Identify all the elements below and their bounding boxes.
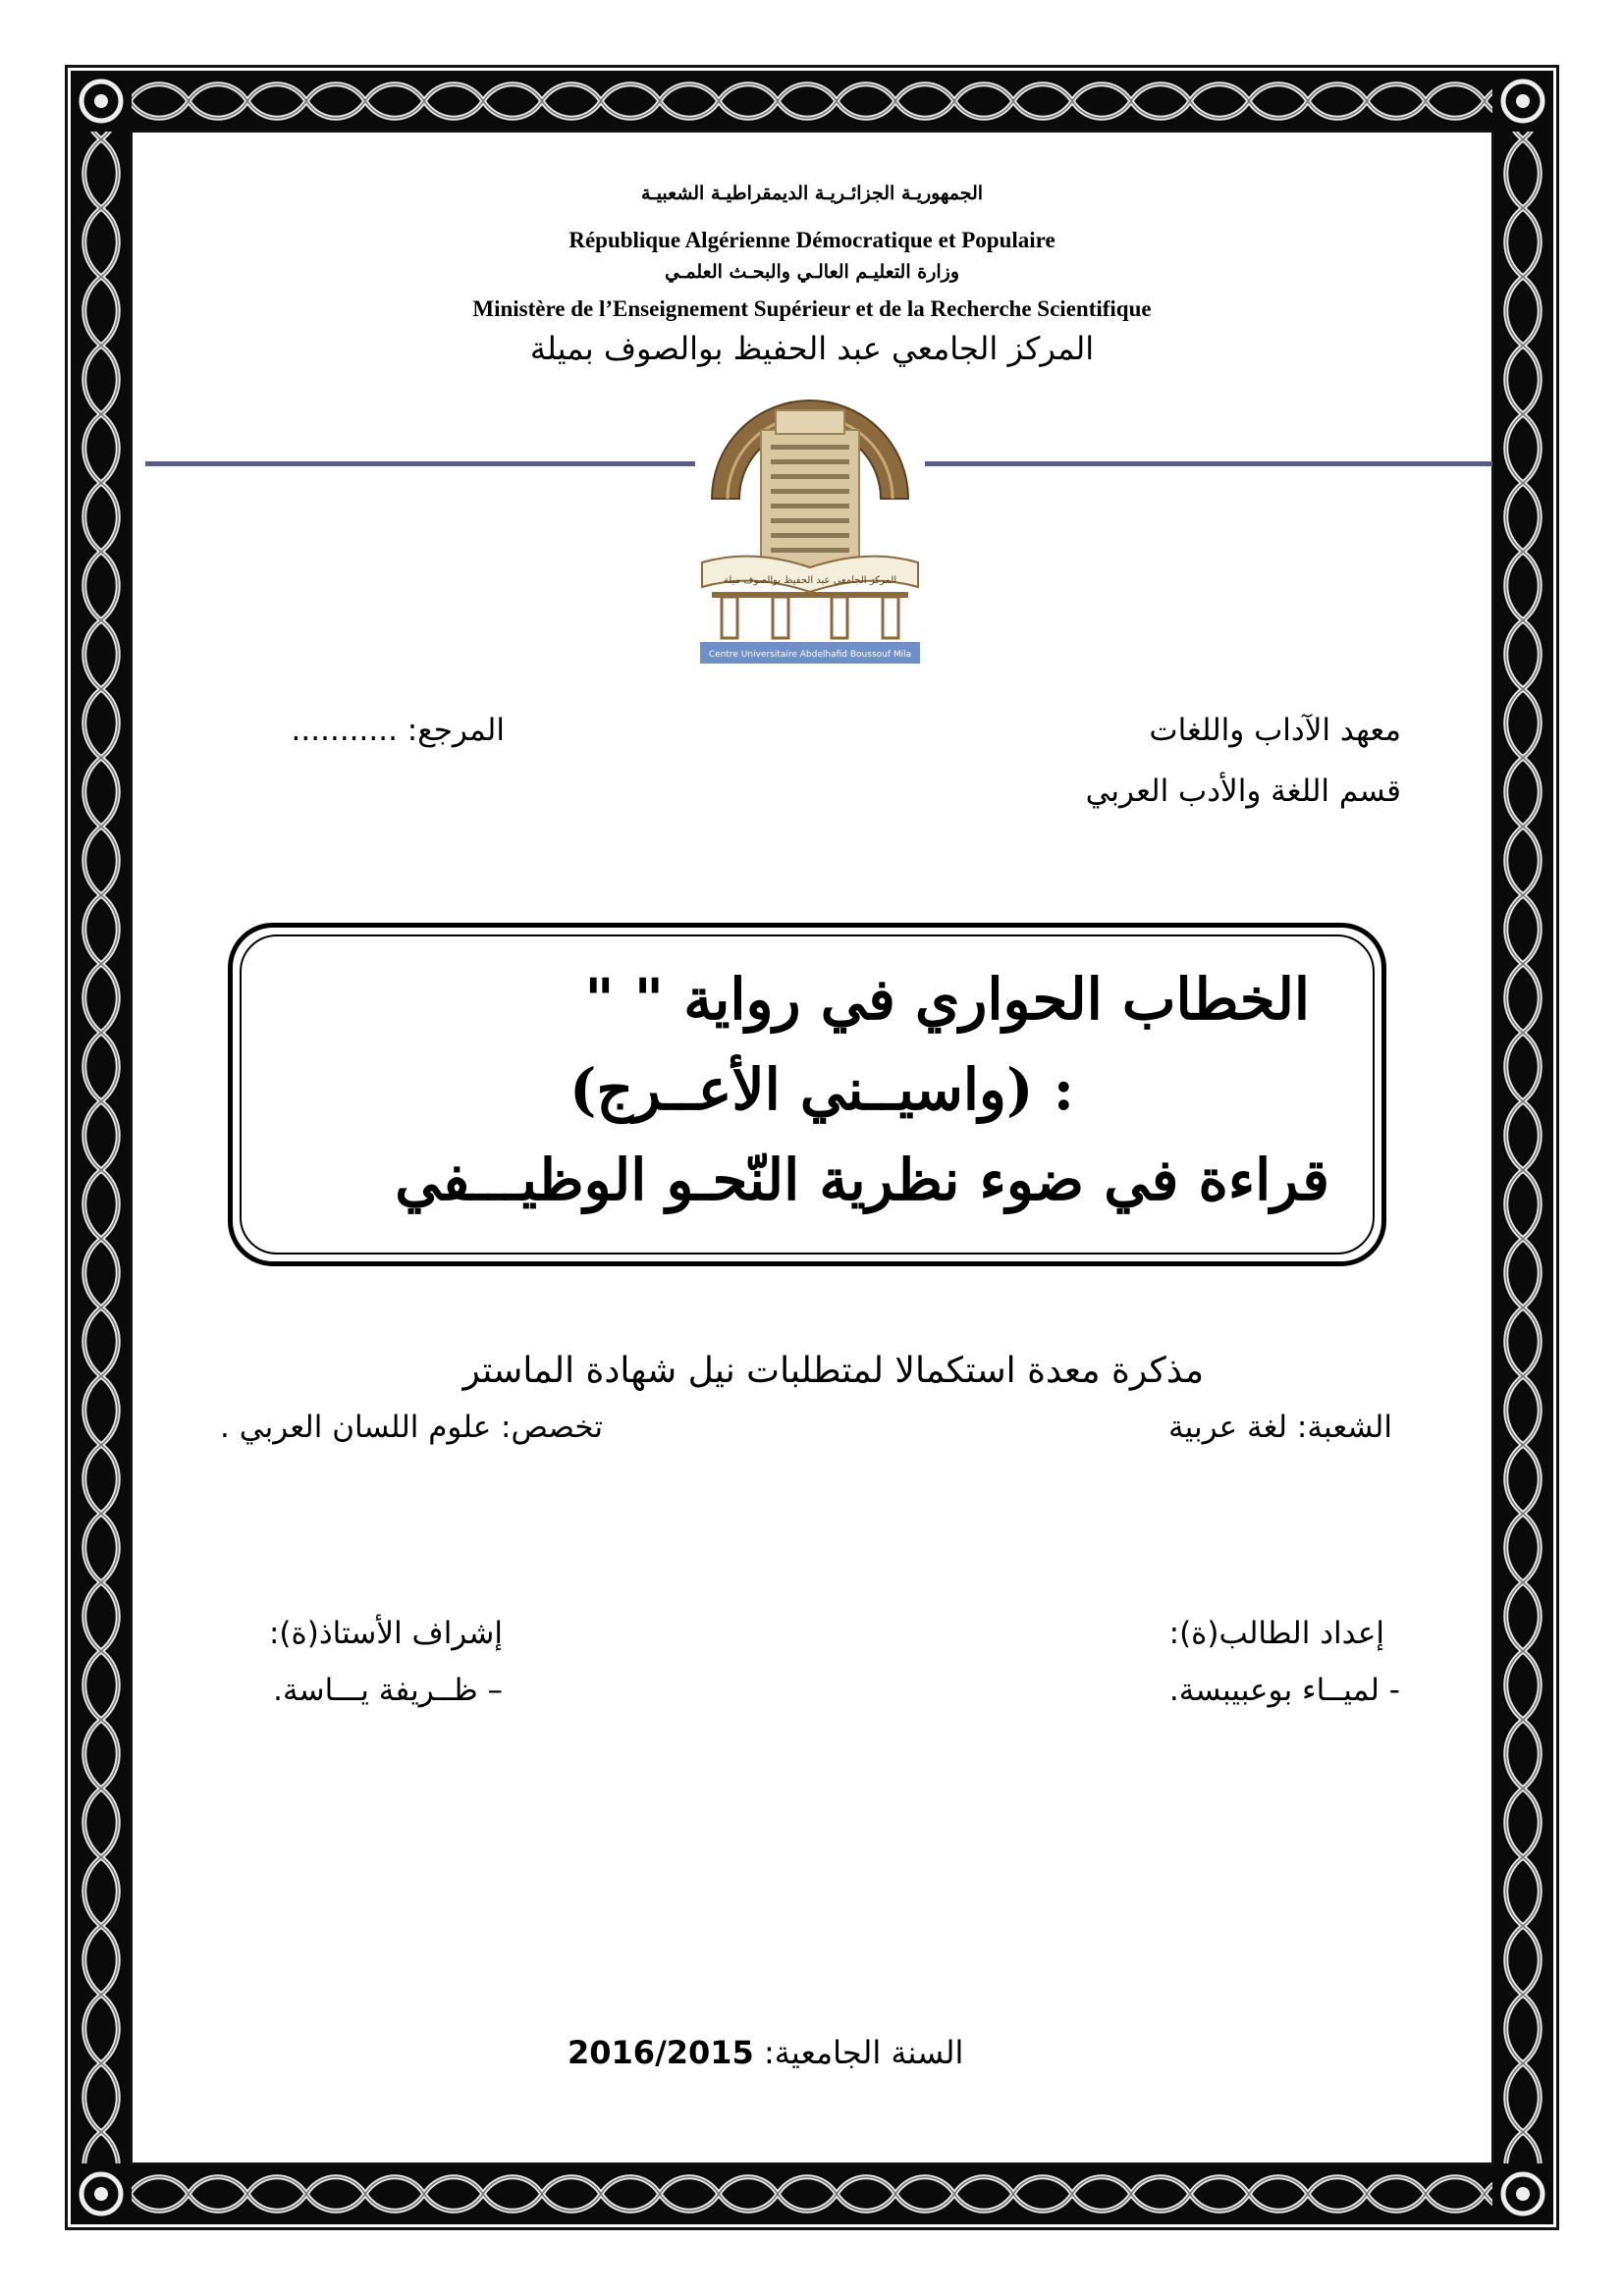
student-name: - لميــاء بوعبيبسة. [1168,1673,1400,1708]
logo-banner-text: المركز الجامعي عبد الحفيظ بوالصوف ميلة [723,575,897,586]
thesis-purpose: مذكرة معدة استكمالا لمتطلبات نيل شهادة الماستر [462,1351,1204,1391]
logo-caption: Centre Universitaire Abdelhafid Boussouf Mila [708,650,912,660]
reference-number: المرجع: ........... [291,713,505,748]
rope-pattern-bottom [71,2163,1553,2224]
university-logo [692,391,928,666]
corner-ornament-top-left [71,71,132,132]
supervisor-name: – ظــريفة يـــاسة. [273,1673,503,1708]
academic-year-value: 2016/2015 [568,2034,754,2071]
ministry-arabic: وزارة التعليـم العالـي والبحـث العلمـي [664,261,959,283]
branch-label: الشعبة: لغة عربية [1167,1410,1392,1445]
university-name: المركز الجامعي عبد الحفيظ بوالصوف بميلة [529,330,1095,367]
corner-ornament-top-right [1492,71,1553,132]
academic-year-label: السنة الجامعية: [763,2034,964,2071]
department-name: قسم اللغة والأدب العربي [1085,774,1401,809]
thesis-title-line-3: قراءة في ضوء نظرية النّحـو الوظيـــفي [395,1147,1329,1213]
corner-ornament-bottom-right [1492,2163,1553,2224]
rope-pattern-top [71,71,1553,132]
thesis-title-line-2: : (واسيــني الأعــرج) [569,1056,1074,1123]
thesis-title-line-1: الخطاب الحواري في رواية " " [584,966,1310,1033]
republic-arabic: الجمهوريـة الجزائـريـة الديمقراطيـة الشعبيـة [640,183,984,204]
border-bottom-band [71,2163,1553,2224]
border-right-band [1492,71,1553,2224]
academic-year [568,2034,963,2071]
header-rule-left [145,461,695,466]
header-rule-right [925,461,1492,466]
corner-ornament-bottom-left [71,2163,132,2224]
institute-name: معهد الآداب واللغات [1149,713,1401,748]
ministry-french: Ministère de l’Enseignement Supérieur et de la Recherche Scientifique [472,296,1152,321]
specialty-label: تخصص: علوم اللسان العربي . [220,1410,603,1445]
rope-pattern-left [71,71,132,2224]
border-top-band [71,71,1553,132]
supervisor-label: إشراف الأستاذ(ة): [268,1616,503,1651]
republic-french: République Algérienne Démocratique et Populaire [568,228,1056,252]
border-left-band [71,71,132,2224]
rope-pattern-right [1492,71,1553,2224]
student-label: إعداد الطالب(ة): [1168,1616,1384,1651]
